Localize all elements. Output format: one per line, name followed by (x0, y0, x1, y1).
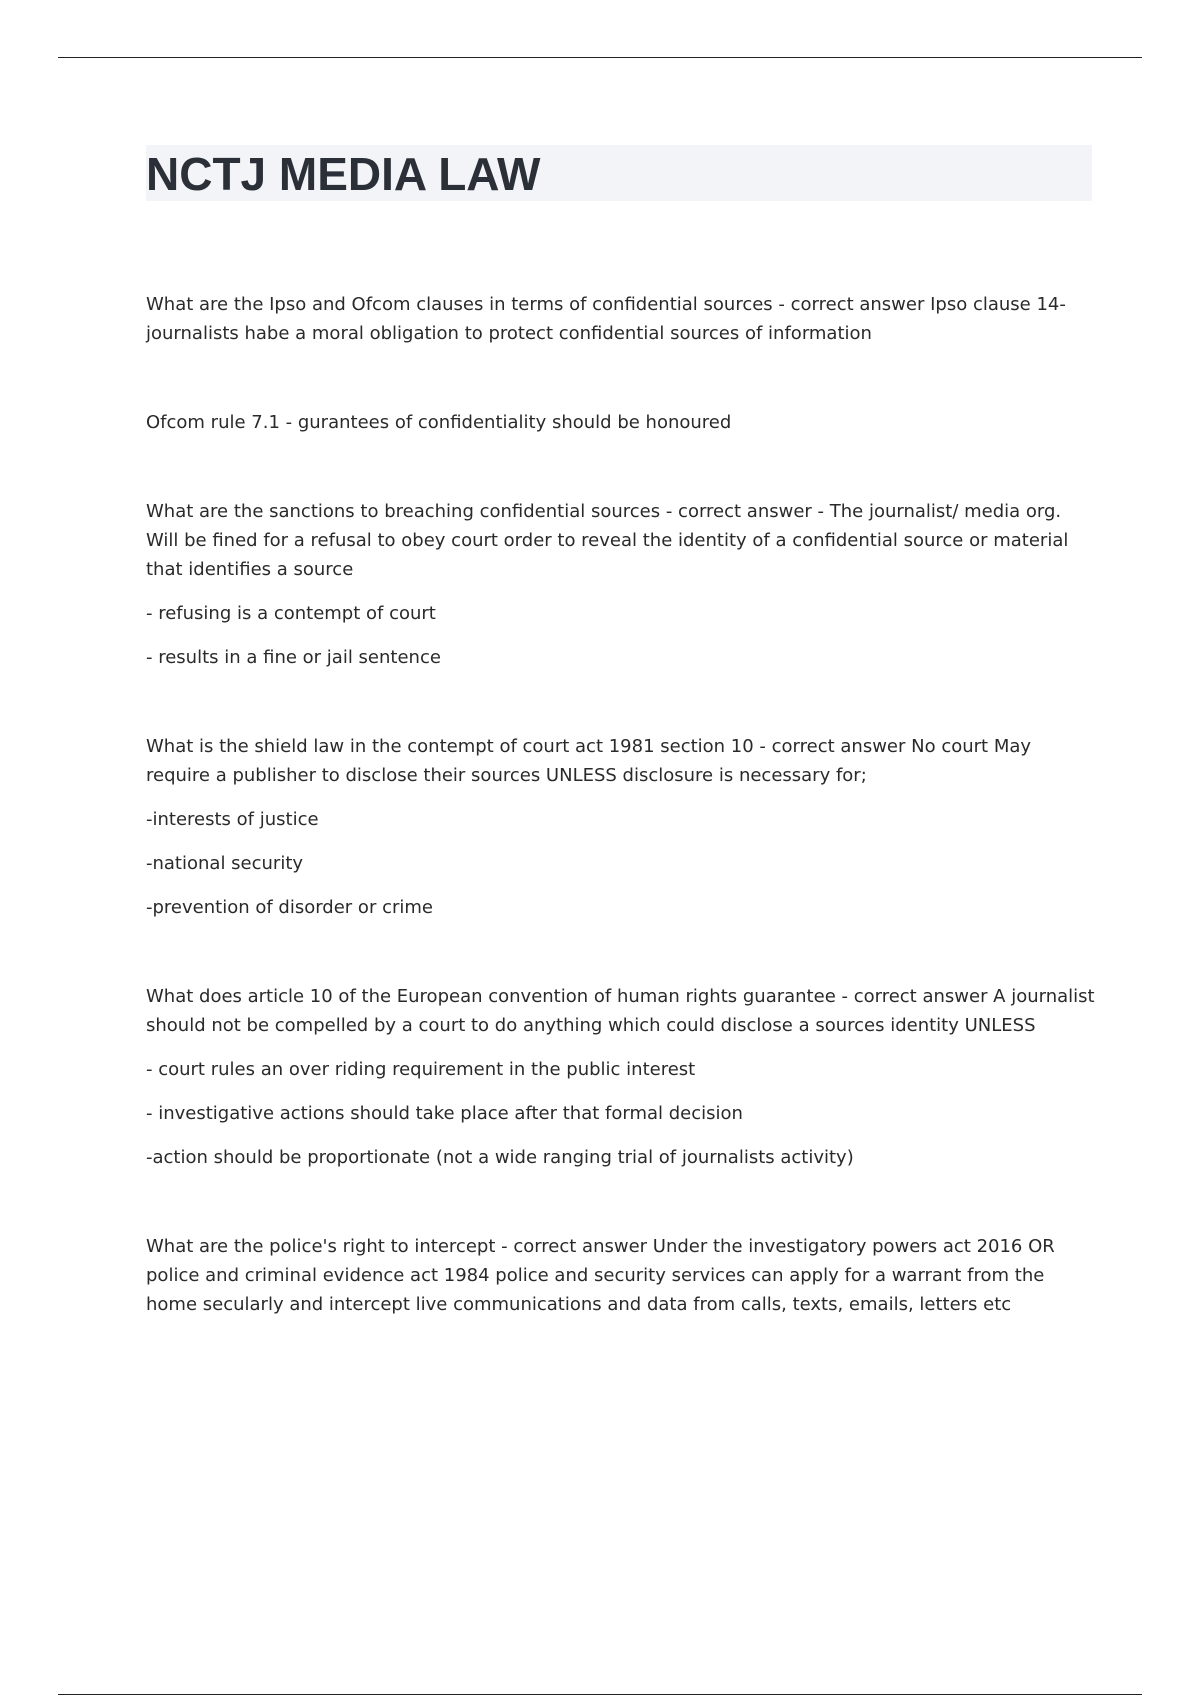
bullet-item: - investigative actions should take place after that formal decision (146, 1103, 743, 1124)
section-text: What are the police's right to intercept - correct answer Under the investigatory powers act 2016 OR police and criminal evidence act 1984 police and security services can apply for a warrant from the home secularly and intercept live communications and data from calls, texts, emails, letters etc (146, 1236, 1055, 1315)
section-text: What does article 10 of the European convention of human rights guarantee - correct answer A journalist should not be compelled by a court to do anything which could disclose a sources identity UNLESS (146, 986, 1095, 1036)
document-body (146, 290, 1096, 1319)
bullet-item: -interests of justice (146, 809, 319, 830)
section-text: What are the sanctions to breaching confidential sources - correct answer - The journalist/ media org. Will be fined for a refusal to obey court order to reveal the identity of a confidential source or material that identifies a source (146, 501, 1069, 580)
section-ofcom-rule (146, 408, 1096, 437)
section-text: What is the shield law in the contempt of court act 1981 section 10 - correct answer No court May require a publisher to disclose their sources UNLESS disclosure is necessary for; (146, 736, 1032, 786)
section-police-intercept (146, 1232, 1096, 1319)
section-text: What are the Ipso and Ofcom clauses in terms of confidential sources - correct answer Ipso clause 14- journalists habe a moral obligation to protect confidential sources of information (146, 294, 1066, 344)
bullet-item: - court rules an over riding requirement in the public interest (146, 1059, 696, 1080)
section-text: Ofcom rule 7.1 - gurantees of confidentiality should be honoured (146, 412, 732, 433)
bottom-rule (58, 1694, 1142, 1695)
section-article-10 (146, 982, 1096, 1172)
section-shield-law (146, 732, 1096, 922)
section-ipso-ofcom (146, 290, 1096, 348)
bullet-item: - refusing is a contempt of court (146, 603, 436, 624)
document-title: NCTJ MEDIA LAW (146, 148, 541, 200)
bullet-item: - results in a fine or jail sentence (146, 647, 441, 668)
top-rule (58, 57, 1142, 58)
bullet-item: -prevention of disorder or crime (146, 897, 433, 918)
bullet-item: -national security (146, 853, 304, 874)
bullet-item: -action should be proportionate (not a wide ranging trial of journalists activity) (146, 1147, 854, 1168)
section-sanctions (146, 497, 1096, 672)
